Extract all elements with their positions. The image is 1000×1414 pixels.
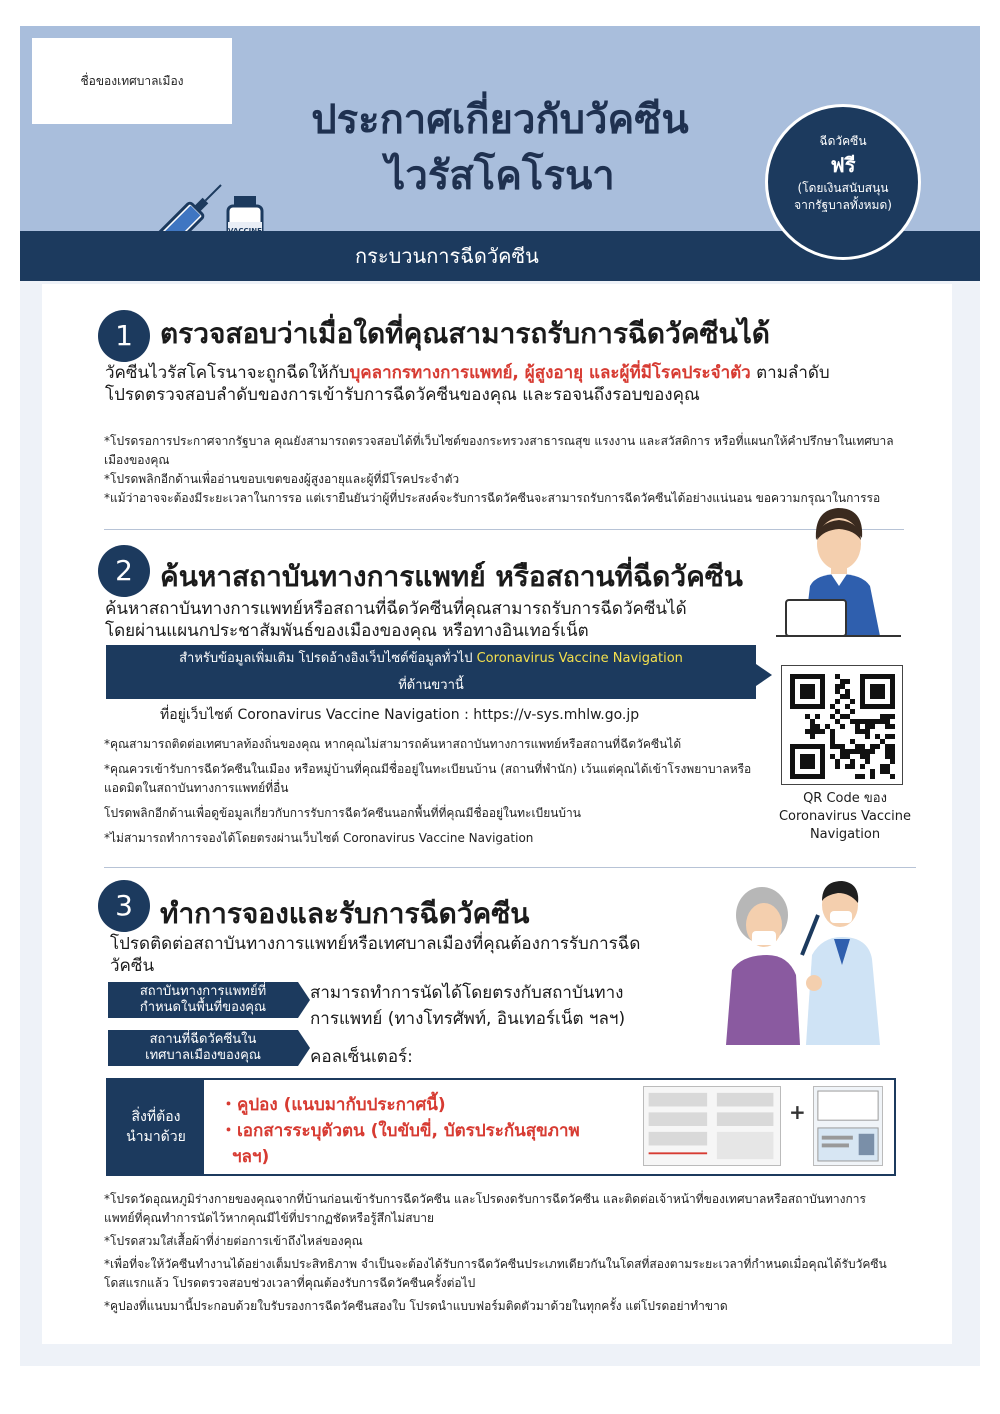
note-item: *โปรดรอการประกาศจากรัฐบาล คุณยังสามารถตรวจสอบได้ที่เว็บไซต์ของกระทรวงสาธารณสุข แรงงาน และสวัสดิการ หรือที่แผนกให้คำปรึกษาในเทศบาลเมืองของคุณ: [104, 434, 894, 467]
note-item: *คุณควรเข้ารับการฉีดวัคซีนในเมือง หรือหมู่บ้านที่คุณมีชื่ออยู่ในทะเบียนบ้าน (สถานที่พำนัก) เว้นแต่คุณได้เข้าโรงพยาบาลหรือแอดมิตในสถาบันทางการแพทย์ที่อื่น: [104, 762, 752, 795]
note-item: *แม้ว่าอาจจะต้องมีระยะเวลาในการรอ แต่เรายืนยันว่าผู้ที่ประสงค์จะรับการฉีดวัคซีนจะสามารถรับการฉีดวัคซีนได้อย่างแน่นอน ขอความกรุณาในการรอ: [104, 491, 881, 505]
step-1-notes: [104, 432, 896, 508]
qr-code-icon: [782, 666, 904, 786]
navigation-site-banner: [106, 645, 756, 699]
tag-text-line: การแพทย์ (ทางโทรศัพท์, อินเทอร์เน็ต ฯลฯ): [310, 1009, 626, 1029]
tag-city-site: [108, 1030, 298, 1066]
arrow-right-icon: [756, 664, 772, 686]
note-item: *ไม่สามารถทำการจองได้โดยตรงผ่านเว็บไซต์ Coronavirus Vaccine Navigation: [104, 831, 534, 845]
tag-medical-text: [310, 980, 710, 1032]
note-item: *คูปองที่แนบมานี้ประกอบด้วยใบรับรองการฉีดวัคซีนสองใบ โปรดนำแบบฟอร์มติดตัวมาด้วยในทุกครั้ง แต่โปรดอย่าทำขาด: [104, 1299, 728, 1313]
tag-line: กำหนดในพื้นที่ของคุณ: [139, 1000, 267, 1015]
city-name-label: ชื่อของเทศบาลเมือง: [80, 73, 184, 88]
step-2-title: ค้นหาสถาบันทางการแพทย์ หรือสถานที่ฉีดวัคซีน: [160, 560, 743, 593]
badge-line-3: (โดยเงินสนับสนุน: [797, 181, 889, 195]
step-2-lead: [105, 598, 765, 642]
website-url[interactable]: ที่อยู่เว็บไซต์ Coronavirus Vaccine Navigation : https://v-sys.mhlw.go.jp: [160, 707, 640, 723]
step-2-number: 2: [98, 545, 150, 597]
step-3-notes: [104, 1190, 896, 1316]
badge-line-4: จากรัฐบาลทั้งหมด): [794, 198, 892, 212]
tag-line: สถาบันทางการแพทย์ที่: [139, 984, 267, 999]
header: [20, 26, 980, 281]
banner-prefix: สำหรับข้อมูลเพิ่มเติม โปรดอ้างอิงเว็บไซต์ข้อมูลทั่วไป: [179, 651, 477, 666]
step-1-lead: [105, 362, 895, 406]
lead-prefix: วัคซีนไวรัสโคโรนาจะถูกฉีดให้กับ: [105, 363, 350, 383]
item-coupon: ・คูปอง (แนบมากับประกาศนี้): [220, 1095, 446, 1115]
step-1-number: 1: [98, 310, 150, 362]
step-2-lead-line-2: โดยผ่านแผนกประชาสัมพันธ์ของเมืองของคุณ หรือทางอินเทอร์เน็ต: [105, 621, 589, 641]
item-id-document-cont: ฯลฯ): [232, 1147, 270, 1167]
step-1-title: ตรวจสอบว่าเมื่อใดที่คุณสามารถรับการฉีดวัคซีนได้: [160, 317, 770, 350]
note-item: *โปรดสวมใส่เสื้อผ้าที่ง่ายต่อการเข้าถึงไหล่ของคุณ: [104, 1234, 363, 1248]
title-line-1: ประกาศเกี่ยวกับวัคซีน: [311, 97, 689, 143]
qr-caption-line: Navigation: [809, 827, 881, 842]
items-list: [220, 1092, 620, 1170]
qr-caption-line: QR Code ของ: [803, 791, 887, 806]
ribbon-title: กระบวนการฉีดวัคซีน: [355, 244, 539, 268]
call-center-label: คอลเซ็นเตอร์:: [310, 1047, 413, 1067]
step-3-title: ทำการจองและรับการฉีดวัคซีน: [160, 897, 530, 930]
page-title: [220, 92, 780, 204]
step-1-lead-line-2: โปรดตรวจสอบลำดับของการเข้ารับการฉีดวัคซีนของคุณ และรอจนถึงรอบของคุณ: [105, 385, 700, 405]
coupon-sample-image: [643, 1086, 781, 1166]
items-to-bring-label: [108, 1080, 204, 1174]
lead-suffix: ตามลำดับ: [750, 363, 830, 383]
divider: [104, 867, 916, 868]
step-1-lead-line-1: [105, 362, 895, 384]
badge-free: ฟรี: [830, 153, 856, 177]
id-card-sample-image: [813, 1086, 883, 1166]
free-vaccine-badge: [765, 104, 921, 260]
step-2-lead-line-1: ค้นหาสถาบันทางการแพทย์หรือสถานที่ฉีดวัคซีนที่คุณสามารถรับการฉีดวัคซีนได้: [105, 599, 687, 619]
bring-label-line: นำมาด้วย: [126, 1129, 186, 1145]
title-line-2: ไวรัสโคโรนา: [385, 153, 615, 199]
banner-site-name: Coronavirus Vaccine Navigation: [476, 651, 683, 666]
tag-line: สถานที่ฉีดวัคซีนใน: [149, 1032, 257, 1047]
city-name-box: [32, 38, 232, 124]
banner-line-1: [106, 645, 756, 672]
step-3-lead-line-2: วัคซีน: [110, 956, 155, 976]
qr-caption-line: Coronavirus Vaccine: [778, 809, 912, 824]
badge-line-1: ฉีดวัคซีน: [819, 134, 867, 148]
man-at-laptop-illustration: [776, 500, 901, 640]
step-3-lead: [110, 933, 710, 977]
tag-text-line: สามารถทำการนัดได้โดยตรงกับสถาบันทาง: [310, 983, 624, 1003]
step-2-notes: [104, 735, 756, 848]
item-id-document: ・เอกสารระบุตัวตน (ใบขับขี่, บัตรประกันสุขภาพ: [220, 1121, 580, 1141]
note-item: *เพื่อที่จะให้วัคซีนทำงานได้อย่างเต็มประสิทธิภาพ จำเป็นจะต้องได้รับการฉีดวัคซีนประเภทเดียวกันในโดสที่สองตามระยะเวลาที่กำหนดเมื่อคุณได้รับวัคซีนโดสแรกแล้ว โปรดตรวจสอบช่วงเวลาที่คุณต้องรับการฉีดวัคซีนครั้งต่อไป: [104, 1257, 887, 1290]
qr-code[interactable]: [781, 665, 903, 785]
qr-caption: [770, 790, 920, 844]
note-item: โปรดพลิกอีกด้านเพื่อดูข้อมูลเกี่ยวกับการรับการฉีดวัคซีนนอกพื้นที่ที่คุณมีชื่ออยู่ในทะเบียนบ้าน: [104, 806, 581, 820]
tag-line: เทศบาลเมืองของคุณ: [145, 1048, 261, 1063]
step-3-lead-line-1: โปรดติดต่อสถาบันทางการแพทย์หรือเทศบาลเมืองที่คุณต้องการรับการฉีด: [110, 934, 641, 954]
plus-icon: +: [789, 1100, 806, 1124]
bring-label-line: สิ่งที่ต้อง: [131, 1109, 181, 1125]
note-item: *คุณสามารถติดต่อเทศบาลท้องถิ่นของคุณ หากคุณไม่สามารถค้นหาสถาบันทางการแพทย์หรือสถานที่ฉีดวัคซีนได้: [104, 737, 682, 751]
banner-line-2: ที่ด้านขวานี้: [398, 678, 464, 693]
note-item: *โปรดวัดอุณหภูมิร่างกายของคุณจากที่บ้านก่อนเข้ารับการฉีดวัคซีน และโปรดงดรับการฉีดวัคซีน และติดต่อเจ้าหน้าที่ของเทศบาลหรือสถาบันทางการแพทย์ที่คุณทำการนัดไว้หากคุณมีไข้ที่ปรากฏชัดหรือรู้สึกไม่สบาย: [104, 1192, 866, 1225]
lead-priority-groups: บุคลากรทางการแพทย์, ผู้สูงอายุ และผู้ที่มีโรคประจำตัว: [349, 363, 751, 383]
step-3-number: 3: [98, 880, 150, 932]
note-item: *โปรดพลิกอีกด้านเพื่ออ่านขอบเขตของผู้สูงอายุและผู้ที่มีโรคประจำตัว: [104, 472, 460, 486]
items-to-bring-box: [106, 1078, 896, 1176]
tag-medical-institution: [108, 982, 298, 1018]
vaccination-illustration: [722, 875, 902, 1045]
